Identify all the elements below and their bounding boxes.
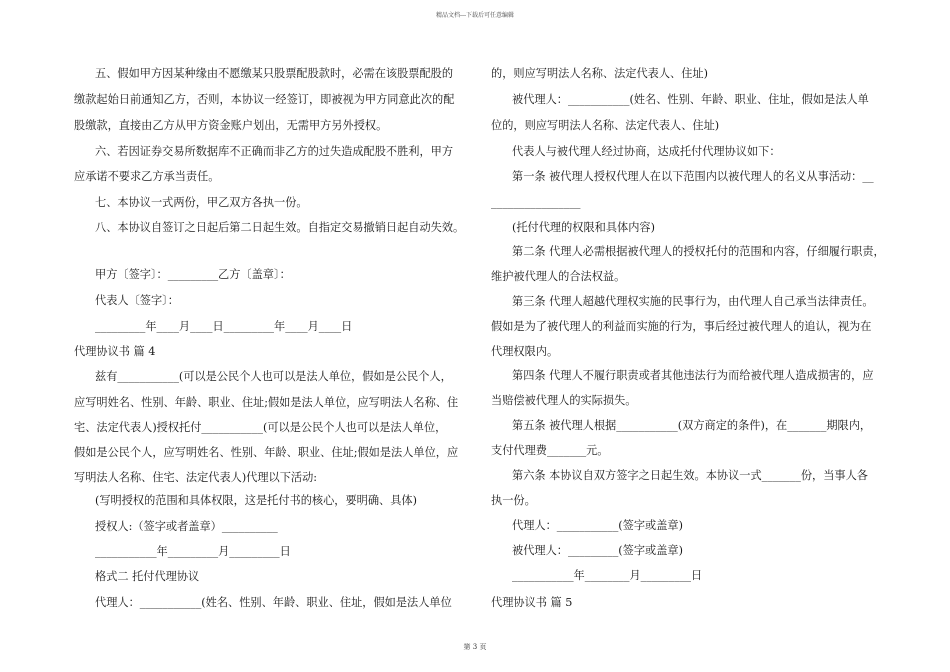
paragraph-line: 七、本协议一式两份，甲乙双方各执一份。	[95, 196, 308, 209]
section-title: 格式二 托付代理协议	[95, 570, 200, 583]
article-line: 第一条 被代理人授权代理人在以下范围内以被代理人的名义从事活动：__	[512, 170, 874, 183]
paragraph-line: 代表人与被代理人经过协商，达成托付代理协议如下：	[512, 145, 781, 158]
paragraph-line: 股缴款，直接由乙方从甲方资金账户划出，无需甲方另外授权。	[74, 119, 388, 132]
paragraph-line: 写明法人名称、住宅、法定代表人)代理以下活动:	[74, 471, 318, 484]
article-line: 第五条 被代理人根据___________(双方商定的条件)，在_______期限内，	[512, 419, 872, 432]
paragraph-line: (写明授权的范围和具体权限，这是托付书的核心，要明确、具体)	[95, 494, 417, 507]
paragraph-line: (托付代理的权限和具体内容)	[512, 221, 655, 234]
section-title: 代理协议书 篇 4	[74, 345, 156, 358]
paragraph-line: 执一份。	[491, 494, 536, 507]
paragraph-line: 宅、法定代表人)授权托付___________(可以是公民个人也可以是法人单位，	[74, 421, 447, 434]
paragraph-line: 应写明姓名、性别、年龄、职业、住址;假如是法人单位，应写明法人名称、住	[74, 396, 459, 409]
paragraph-line: 的，则应写明法人名称、法定代表人、住址)	[491, 67, 708, 80]
signature-line: 代理人：___________(签字或盖章)	[512, 519, 683, 532]
paragraph-line: 被代理人：___________(姓名、性别、年龄、职业、住址，假如是法人单	[512, 93, 869, 106]
paragraph-line: 假如是为了被代理人的利益而实施的行为，事后经过被代理人的追认，视为在	[491, 320, 872, 333]
section-title: 代理协议书 篇 5	[491, 596, 573, 609]
paragraph-line: 兹有___________(可以是公民个人也可以是法人单位，假如是公民个人，	[95, 370, 452, 383]
signature-line: 甲方〔签字〕：_________乙方〔盖章〕：	[95, 268, 291, 281]
paragraph-line: 应承诺不要求乙方承当责任。	[74, 170, 220, 183]
article-line: 第三条 代理人超越代理权实施的民事行为，由代理人自己承当法律责任。	[512, 295, 874, 308]
date-line: ___________年________月_________日	[512, 569, 703, 582]
article-line: 第四条 代理人不履行职责或者其他违法行为而给被代理人造成损害的，应	[512, 369, 874, 382]
paragraph-line: 位的，则应写明法人名称、法定代表人、住址)	[491, 119, 720, 132]
date-line: _________年____月____日_________年____月____日	[95, 320, 353, 333]
article-line: 第二条 代理人必需根据被代理人的授权托付的范围和内容，仔细履行职责，	[512, 245, 885, 258]
paragraph-line: 代理人：___________(姓名、性别、年龄、职业、住址，假如是法人单位	[95, 596, 452, 609]
signature-line: 代表人〔签字〕：	[95, 294, 179, 307]
paragraph-line: 八、本协议自签订之日起后第二日起生效。自指定交易撤销日起自动失效。	[95, 221, 465, 234]
paragraph-line: 六、若因证券交易所数据库不正确而非乙方的过失造成配股不胜利，甲方	[95, 145, 454, 158]
paragraph-line: 当赔偿被代理人的实际损失。	[491, 394, 637, 407]
paragraph-line: 维护被代理人的合法权益。	[491, 270, 626, 283]
paragraph-line: 假如是公民个人，应写明姓名、性别、年龄、职业、住址;假如是法人单位，应	[74, 446, 459, 459]
signature-line: 被代理人：_________(签字或盖章)	[512, 544, 683, 557]
date-line: ___________年_________月_________日	[95, 545, 291, 558]
paragraph-line: 五、假如甲方因某种缘由不愿缴某只股票配股款时，必需在该股票配股的	[95, 67, 454, 80]
blank-line: ________________	[491, 196, 581, 209]
paragraph-line: 支付代理费_______元。	[491, 444, 609, 457]
paragraph-line: 代理权限内。	[491, 345, 559, 358]
article-line: 第六条 本协议自双方签字之日起生效。本协议一式_______份，当事人各	[512, 469, 868, 482]
page-number: 第 3 页	[463, 643, 487, 651]
signature-line: 授权人:（签字或者盖章）__________	[95, 520, 278, 533]
paragraph-line: 缴款起始日前通知乙方，否则，本协议一经签订，即被视为甲方同意此次的配	[74, 93, 455, 106]
page-header: 精品文档---下载后可任意编辑	[435, 12, 515, 19]
